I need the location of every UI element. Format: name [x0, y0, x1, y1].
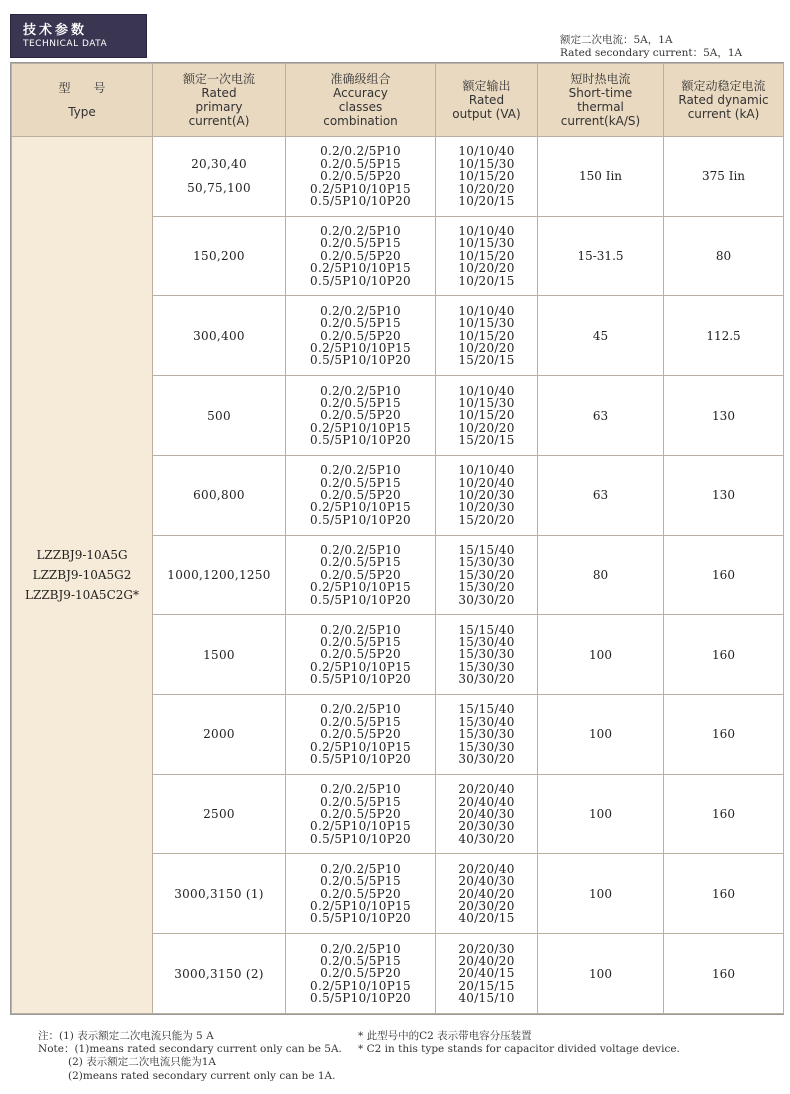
accuracy-cell-line: 0.2/0.5/5P20 — [320, 727, 401, 742]
accuracy-cell-line: 0.2/0.5/5P20 — [320, 328, 401, 343]
accuracy-cell-line: 0.2/0.2/5P10 — [320, 383, 401, 398]
accuracy-cell-line: 0.2/5P10/10P15 — [310, 739, 411, 754]
accuracy-cell-line: 0.5/5P10/10P20 — [310, 752, 411, 766]
header-type-zh: 型 号 — [58, 81, 106, 95]
header-output-en-1: Rated — [468, 93, 505, 107]
output-cell-line: 20/40/20 — [458, 886, 515, 901]
accuracy-cell-line: 0.2/0.2/5P10 — [320, 542, 401, 557]
accuracy-cell-line: 0.2/5P10/10P15 — [310, 819, 411, 834]
table-row — [12, 137, 784, 217]
accuracy-cell-line: 0.2/0.5/5P20 — [320, 647, 401, 662]
accuracy-cell-line: 0.2/0.2/5P10 — [320, 463, 401, 478]
output-cell-line: 15/30/30 — [458, 659, 515, 674]
thermal-current-cell: 100 — [538, 695, 664, 775]
output-cell-line: 15/15/40 — [458, 542, 515, 557]
output-cell — [436, 774, 538, 854]
output-cell-line: 15/15/40 — [458, 622, 515, 637]
note-c2-zh: * 此型号中的C2 表示带电容分压装置 — [358, 1030, 532, 1042]
output-cell — [436, 376, 538, 456]
accuracy-cell-line: 0.2/0.2/5P10 — [320, 861, 401, 876]
accuracy-cell-line: 0.2/0.2/5P10 — [320, 303, 401, 318]
header-thermal-en-2: thermal — [577, 100, 624, 114]
primary-current-cell-line: 600,800 — [193, 488, 245, 503]
output-cell-line: 10/15/20 — [458, 408, 515, 423]
secondary-current-note — [560, 34, 742, 60]
header-thermal — [538, 64, 664, 137]
thermal-current-cell: 45 — [538, 296, 664, 376]
accuracy-cell-line: 0.2/0.2/5P10 — [320, 782, 401, 797]
thermal-current-cell: 100 — [538, 934, 664, 1014]
header-accuracy-en-2: classes — [338, 100, 383, 114]
accuracy-cell — [286, 615, 436, 695]
primary-current-cell — [153, 296, 286, 376]
note-1-zh: 注：(1) 表示额定二次电流只能为 5 A — [38, 1030, 214, 1042]
dynamic-current-cell: 375 Iin — [664, 137, 784, 217]
type-model: LZZBJ9-10A5G — [36, 548, 128, 562]
accuracy-cell-line: 0.2/0.5/5P20 — [320, 488, 401, 503]
note-1-en: Note：(1)means rated secondary current only can be 5A. — [38, 1043, 342, 1056]
accuracy-cell-line: 0.5/5P10/10P20 — [310, 433, 411, 448]
thermal-current-cell: 63 — [538, 455, 664, 535]
accuracy-cell-line: 0.2/0.2/5P10 — [320, 144, 401, 159]
header-dynamic-en-2: current (kA) — [687, 107, 760, 121]
accuracy-cell-line: 0.5/5P10/10P20 — [310, 273, 411, 288]
accuracy-cell-line: 0.2/5P10/10P15 — [310, 659, 411, 674]
header-thermal-en-1: Short-time — [568, 86, 633, 100]
output-cell-line: 10/15/20 — [458, 248, 515, 263]
dynamic-current-cell: 160 — [664, 615, 784, 695]
table-body — [12, 137, 784, 1014]
accuracy-cell-line: 0.2/5P10/10P15 — [310, 420, 411, 435]
header-accuracy-zh: 准确级组合 — [330, 72, 391, 86]
output-cell-line: 10/15/20 — [458, 328, 515, 343]
accuracy-cell-line: 0.2/0.2/5P10 — [320, 224, 401, 239]
accuracy-cell — [286, 535, 436, 615]
accuracy-cell-line: 0.2/0.5/5P15 — [320, 874, 401, 889]
secondary-current-en: Rated secondary current：5A，1A — [560, 47, 743, 59]
output-cell-line: 30/30/20 — [458, 672, 515, 687]
thermal-current-cell: 63 — [538, 376, 664, 456]
header-thermal-zh: 短时热电流 — [570, 72, 631, 86]
primary-current-cell-line: 3000,3150 (1) — [174, 886, 264, 901]
accuracy-cell-line: 0.2/0.5/5P20 — [320, 408, 401, 423]
output-cell-line: 20/30/20 — [458, 899, 515, 914]
output-cell-line: 20/20/40 — [458, 861, 515, 876]
output-cell-line: 15/30/20 — [458, 567, 515, 582]
output-cell-line: 10/10/40 — [458, 144, 515, 159]
accuracy-cell — [286, 376, 436, 456]
dynamic-current-cell: 160 — [664, 934, 784, 1014]
primary-current-cell-line: 2000 — [203, 727, 235, 742]
output-cell-line: 15/30/30 — [458, 647, 515, 662]
primary-current-cell-line: 150,200 — [193, 249, 245, 264]
output-cell — [436, 535, 538, 615]
accuracy-cell-line: 0.2/5P10/10P15 — [310, 181, 411, 196]
output-cell-line: 10/15/30 — [458, 395, 515, 410]
output-cell-line: 15/30/30 — [458, 739, 515, 754]
primary-current-cell — [153, 695, 286, 775]
primary-current-cell-line: 1500 — [203, 647, 235, 662]
accuracy-cell — [286, 296, 436, 376]
output-cell-line: 30/30/20 — [458, 752, 515, 766]
accuracy-cell-line: 0.2/0.5/5P15 — [320, 156, 401, 171]
type-model: LZZBJ9-10A5G2 — [32, 568, 132, 582]
output-cell-line: 10/20/20 — [458, 261, 515, 276]
accuracy-cell-line: 0.2/0.5/5P15 — [320, 395, 401, 410]
header-primary-en-1: Rated — [201, 86, 237, 100]
accuracy-cell — [286, 216, 436, 296]
dynamic-current-cell: 130 — [664, 455, 784, 535]
primary-current-cell — [153, 376, 286, 456]
output-cell-line: 10/20/20 — [458, 420, 515, 435]
header-output-zh: 额定输出 — [462, 79, 511, 93]
primary-current-cell-line: 500 — [207, 408, 231, 423]
accuracy-cell-line: 0.5/5P10/10P20 — [310, 831, 411, 846]
footnotes-right — [358, 1030, 680, 1056]
accuracy-cell-line: 0.5/5P10/10P20 — [310, 512, 411, 527]
output-cell — [436, 615, 538, 695]
output-cell-line: 10/15/30 — [458, 236, 515, 251]
accuracy-cell — [286, 854, 436, 934]
header-accuracy — [286, 64, 436, 137]
accuracy-cell-line: 0.2/5P10/10P15 — [310, 341, 411, 355]
accuracy-cell-line: 0.2/5P10/10P15 — [310, 580, 411, 595]
output-cell-line: 15/20/20 — [458, 512, 515, 527]
output-cell-line: 40/20/15 — [458, 911, 515, 926]
technical-data-table — [10, 62, 784, 1015]
accuracy-cell-line: 0.2/0.5/5P20 — [320, 248, 401, 263]
accuracy-cell-line: 0.2/0.2/5P10 — [320, 702, 401, 717]
note-c2-en: * C2 in this type stands for capacitor divided voltage device. — [358, 1043, 680, 1056]
accuracy-cell-line: 0.2/5P10/10P15 — [310, 500, 411, 515]
header-accuracy-en-3: combination — [323, 114, 398, 128]
output-cell-line: 10/10/40 — [458, 303, 515, 318]
badge-title-en: TECHNICAL DATA — [23, 39, 108, 49]
accuracy-cell-line: 0.2/0.5/5P15 — [320, 475, 401, 490]
output-cell-line: 40/15/10 — [458, 991, 515, 1006]
accuracy-cell-line: 0.2/0.5/5P20 — [320, 806, 401, 821]
accuracy-cell — [286, 137, 436, 217]
primary-current-cell-line: 20,30,40 — [191, 157, 247, 172]
accuracy-cell-line: 0.2/0.5/5P15 — [320, 953, 401, 968]
output-cell-line: 20/40/30 — [458, 874, 515, 889]
dynamic-current-cell: 80 — [664, 216, 784, 296]
header-type-en: Type — [68, 105, 96, 119]
output-cell-line: 15/15/40 — [458, 702, 515, 717]
dynamic-current-cell: 130 — [664, 376, 784, 456]
primary-current-cell-line: 300,400 — [193, 328, 245, 343]
technical-data-badge — [10, 14, 147, 58]
accuracy-cell-line: 0.5/5P10/10P20 — [310, 193, 411, 208]
output-cell-line: 15/30/30 — [458, 727, 515, 742]
accuracy-cell-line: 0.5/5P10/10P20 — [310, 353, 411, 368]
thermal-current-cell: 150 Iin — [538, 137, 664, 217]
output-cell-line: 10/20/30 — [458, 488, 515, 503]
table-header-row — [12, 64, 784, 137]
primary-current-cell — [153, 934, 286, 1014]
accuracy-cell-line: 0.2/0.2/5P10 — [320, 941, 401, 956]
accuracy-cell-line: 0.2/0.5/5P15 — [320, 236, 401, 251]
output-cell-line: 20/40/15 — [458, 966, 515, 981]
accuracy-cell-line: 0.2/0.5/5P20 — [320, 886, 401, 901]
primary-current-cell — [153, 854, 286, 934]
footnotes-left — [38, 1030, 342, 1083]
header-dynamic — [664, 64, 784, 137]
primary-current-cell-line: 50,75,100 — [187, 181, 251, 196]
primary-current-cell — [153, 615, 286, 695]
output-cell-line: 10/20/15 — [458, 193, 515, 208]
type-model: LZZBJ9-10A5C2G* — [25, 588, 139, 602]
output-cell — [436, 296, 538, 376]
thermal-current-cell: 15-31.5 — [538, 216, 664, 296]
accuracy-cell-line: 0.5/5P10/10P20 — [310, 592, 411, 607]
accuracy-cell — [286, 695, 436, 775]
dynamic-current-cell: 160 — [664, 774, 784, 854]
accuracy-cell-line: 0.2/0.5/5P15 — [320, 555, 401, 570]
secondary-current-zh: 额定二次电流：5A，1A — [560, 34, 673, 46]
header-dynamic-en-1: Rated dynamic — [678, 93, 769, 107]
output-cell-line: 20/40/20 — [458, 953, 515, 968]
output-cell-line: 10/15/20 — [458, 169, 515, 184]
output-cell-line: 10/20/30 — [458, 500, 515, 515]
output-cell-line: 15/30/40 — [458, 635, 515, 650]
primary-current-cell — [153, 535, 286, 615]
primary-current-cell-line: 2500 — [203, 807, 235, 822]
dynamic-current-cell: 160 — [664, 854, 784, 934]
output-cell-line: 20/15/15 — [458, 978, 515, 993]
accuracy-cell — [286, 455, 436, 535]
output-cell-line: 10/15/30 — [458, 316, 515, 331]
accuracy-cell-line: 0.2/5P10/10P15 — [310, 978, 411, 993]
output-cell-line: 20/40/30 — [458, 806, 515, 821]
accuracy-cell-line: 0.2/0.5/5P15 — [320, 316, 401, 331]
header-type — [12, 64, 153, 137]
header-primary-en-2: primary — [195, 100, 243, 114]
header-dynamic-zh: 额定动稳定电流 — [681, 79, 766, 93]
accuracy-cell-line: 0.2/0.2/5P10 — [320, 622, 401, 637]
output-cell — [436, 216, 538, 296]
output-cell-line: 15/20/15 — [458, 433, 515, 448]
output-cell-line: 10/20/15 — [458, 273, 515, 288]
primary-current-cell — [153, 216, 286, 296]
accuracy-cell-line: 0.2/0.5/5P15 — [320, 794, 401, 809]
dynamic-current-cell: 112.5 — [664, 296, 784, 376]
header-output-en-2: output (VA) — [452, 107, 521, 121]
output-cell-line: 20/20/40 — [458, 782, 515, 797]
dynamic-current-cell: 160 — [664, 695, 784, 775]
thermal-current-cell: 100 — [538, 774, 664, 854]
accuracy-cell-line: 0.2/0.5/5P20 — [320, 567, 401, 582]
output-cell-line: 10/20/20 — [458, 341, 515, 355]
output-cell-line: 40/30/20 — [458, 831, 515, 846]
output-cell-line: 15/30/30 — [458, 555, 515, 570]
output-cell — [436, 695, 538, 775]
primary-current-cell-line: 1000,1200,1250 — [167, 567, 271, 582]
accuracy-cell-line: 0.2/0.5/5P15 — [320, 714, 401, 729]
output-cell — [436, 934, 538, 1014]
accuracy-cell-line: 0.5/5P10/10P20 — [310, 672, 411, 687]
output-cell-line: 30/30/20 — [458, 592, 515, 607]
type-cell — [12, 137, 153, 1014]
output-cell-line: 10/20/40 — [458, 475, 515, 490]
output-cell — [436, 455, 538, 535]
note-2-zh: (2) 表示额定二次电流只能为1A — [68, 1056, 216, 1069]
accuracy-cell-line: 0.2/0.5/5P20 — [320, 169, 401, 184]
output-cell-line: 20/30/30 — [458, 819, 515, 834]
output-cell — [436, 854, 538, 934]
note-2-en: (2)means rated secondary current only can be 1A. — [68, 1069, 336, 1082]
primary-current-cell-line: 3000,3150 (2) — [174, 966, 264, 981]
primary-current-cell — [153, 137, 286, 217]
header-primary-en-3: current(A) — [188, 114, 250, 128]
header-accuracy-en-1: Accuracy — [333, 86, 388, 100]
output-cell-line: 10/20/20 — [458, 181, 515, 196]
output-cell-line: 10/10/40 — [458, 224, 515, 239]
header-output — [436, 64, 538, 137]
output-cell-line: 10/10/40 — [458, 463, 515, 478]
thermal-current-cell: 100 — [538, 615, 664, 695]
header-primary-zh: 额定一次电流 — [182, 72, 255, 86]
accuracy-cell-line: 0.2/0.5/5P15 — [320, 635, 401, 650]
primary-current-cell — [153, 455, 286, 535]
accuracy-cell — [286, 934, 436, 1014]
thermal-current-cell: 100 — [538, 854, 664, 934]
header-primary — [153, 64, 286, 137]
output-cell — [436, 137, 538, 217]
accuracy-cell-line: 0.5/5P10/10P20 — [310, 911, 411, 926]
dynamic-current-cell: 160 — [664, 535, 784, 615]
output-cell-line: 20/40/40 — [458, 794, 515, 809]
accuracy-cell-line: 0.2/5P10/10P15 — [310, 899, 411, 914]
accuracy-cell-line: 0.2/5P10/10P15 — [310, 261, 411, 276]
header-thermal-en-3: current(kA/S) — [560, 114, 641, 128]
output-cell-line: 15/30/40 — [458, 714, 515, 729]
accuracy-cell-line: 0.2/0.5/5P20 — [320, 966, 401, 981]
accuracy-cell-line: 0.5/5P10/10P20 — [310, 991, 411, 1006]
accuracy-cell — [286, 774, 436, 854]
primary-current-cell — [153, 774, 286, 854]
output-cell-line: 10/10/40 — [458, 383, 515, 398]
thermal-current-cell: 80 — [538, 535, 664, 615]
output-cell-line: 15/20/15 — [458, 353, 515, 368]
output-cell-line: 15/30/20 — [458, 580, 515, 595]
badge-title-zh: 技术参数 — [23, 23, 88, 38]
output-cell-line: 20/20/30 — [458, 941, 515, 956]
output-cell-line: 10/15/30 — [458, 156, 515, 171]
